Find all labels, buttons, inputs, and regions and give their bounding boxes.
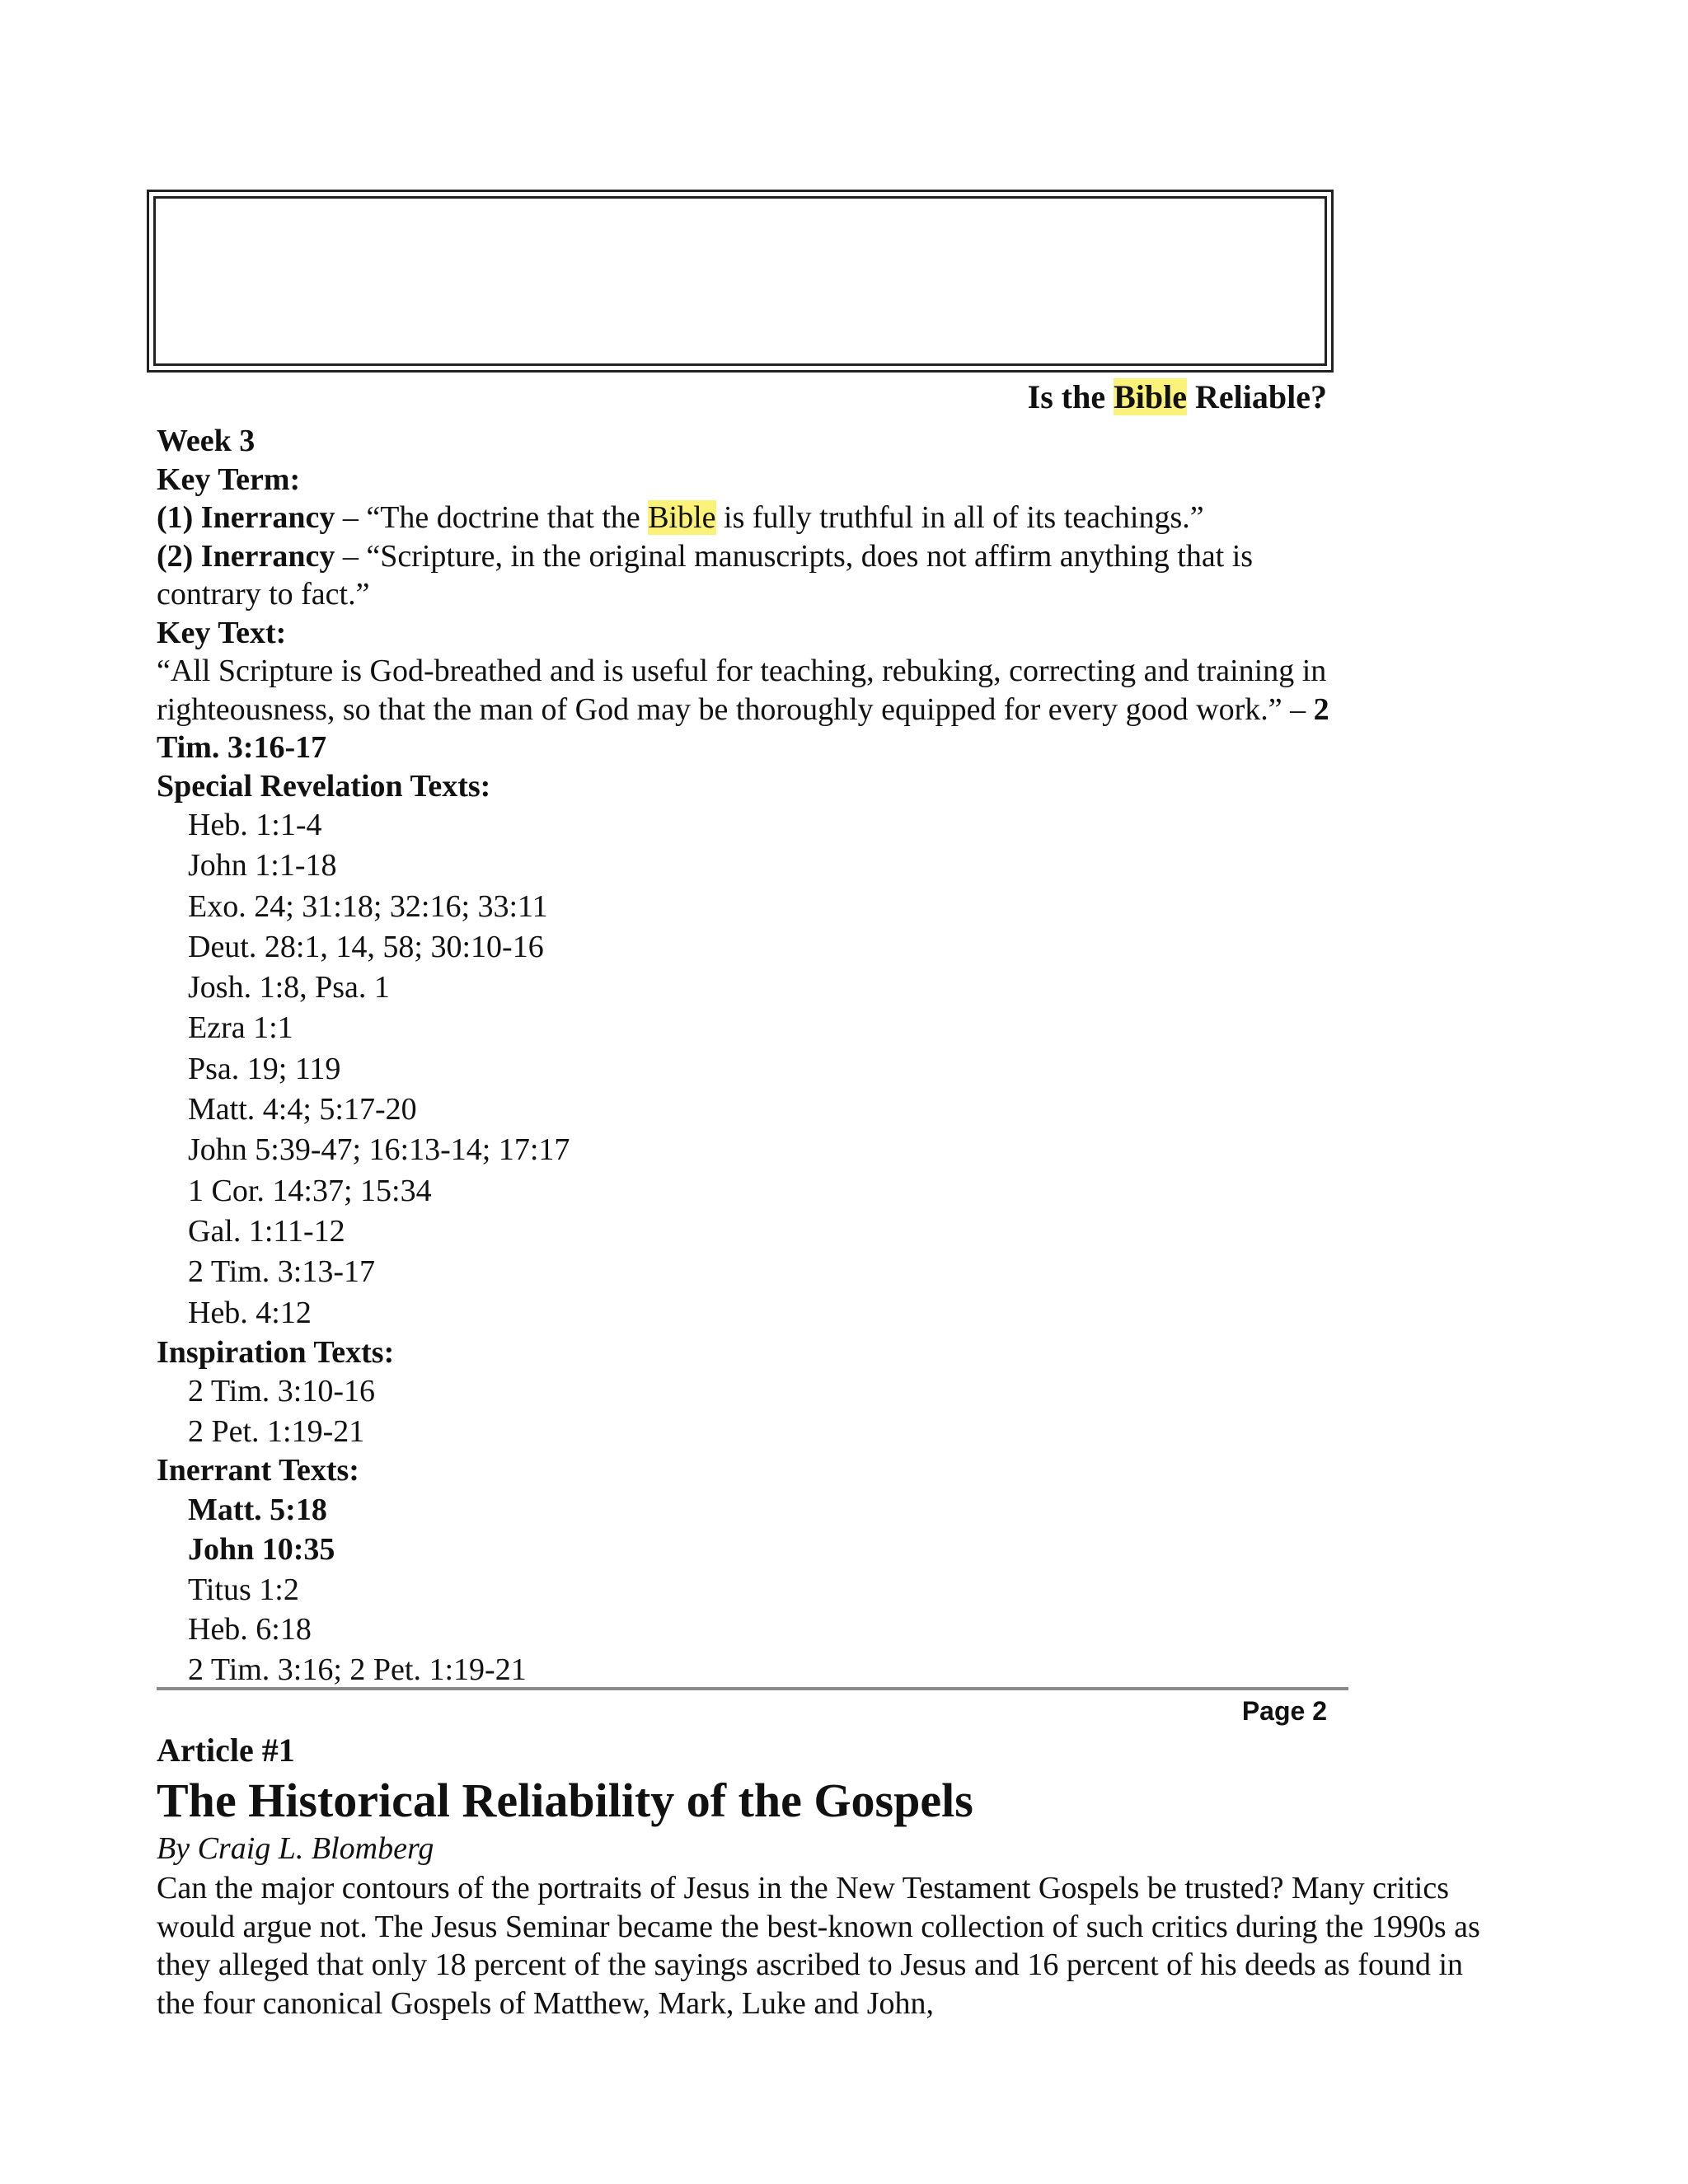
reference-item: Ezra 1:1 [188,1010,293,1046]
definition-1-text-before: – “The doctrine that the [335,500,649,535]
key-term-definition-2 [157,537,1360,614]
page-title-after: Reliable? [1187,378,1327,415]
reference-item: Heb. 4:12 [188,1295,312,1330]
special-revelation-list [157,805,1360,1333]
reference-item: 2 Tim. 3:10-16 [188,1374,376,1409]
definition-2-label: (2) Inerrancy [157,538,335,574]
definition-1-text-after: is fully truthful in all of its teachings.” [715,500,1204,535]
reference-item: 2 Tim. 3:16; 2 Pet. 1:19-21 [188,1652,527,1687]
definition-1-label: (1) Inerrancy [157,500,335,535]
reference-item: Matt. 4:4; 5:17-20 [188,1092,417,1127]
reference-item: 2 Tim. 3:13-17 [188,1254,376,1290]
reference-item-bold: John 10:35 [188,1532,335,1568]
reference-item-bold: Matt. 5:18 [188,1492,327,1527]
inerrant-heading: Inerrant Texts: [157,1453,359,1488]
definition-2-text: – “Scripture, in the original manuscripts, does not affirm anything that is contrary to fact.” [157,538,1254,612]
article-byline: By Craig L. Blomberg [157,1831,434,1866]
page-title-before: Is the [1027,378,1114,415]
reference-item: Exo. 24; 31:18; 32:16; 33:11 [188,888,548,924]
article-title: The Historical Reliability of the Gospels [157,1774,973,1827]
header-box [147,190,1334,373]
page-number: Page 2 [1241,1696,1327,1726]
reference-item: Josh. 1:8, Psa. 1 [188,970,390,1005]
inspiration-list [157,1371,1360,1451]
page-divider [157,1687,1348,1690]
reference-item: Gal. 1:11-12 [188,1213,345,1249]
reference-item: Heb. 1:1-4 [188,808,322,842]
reference-item: 2 Pet. 1:19-21 [188,1413,365,1449]
reference-item: Heb. 6:18 [188,1612,312,1647]
header-box-inner-border [153,196,1327,366]
key-text-reference: 2 Tim. 3:16-17 [157,691,1329,765]
reference-item: Deut. 28:1, 14, 58; 30:10-16 [188,929,544,964]
inerrant-list [157,1490,1360,1690]
reference-item: Psa. 19; 119 [188,1051,341,1086]
key-text-quote-body: “All Scripture is God-breathed and is useful for teaching, rebuking, correcting and training in righteousness, so that the man of God may be thoroughly equipped for every good work.” – [157,654,1327,727]
reference-item: John 5:39-47; 16:13-14; 17:17 [188,1132,570,1168]
article-label: Article #1 [157,1732,295,1769]
key-text-quote [157,652,1360,767]
reference-item: John 1:1-18 [188,848,337,883]
reference-item: Titus 1:2 [188,1572,299,1607]
week-label: Week 3 [157,424,256,458]
reference-item: 1 Cor. 14:37; 15:34 [188,1173,432,1208]
definition-1-highlight: Bible [648,500,716,535]
page-title [1028,377,1327,416]
page-title-highlight: Bible [1114,378,1188,415]
inspiration-heading: Inspiration Texts: [157,1334,395,1370]
key-term-definition-1 [157,499,1360,537]
special-revelation-heading: Special Revelation Texts: [157,768,491,804]
article-section [157,1731,1492,2022]
key-text-heading: Key Text: [157,615,287,650]
key-term-heading: Key Term: [157,462,301,497]
article-body: Can the major contours of the portraits of Jesus in the New Testament Gospels be trusted? Many critics would argue not. The Jesus Seminar became the best-known collection of such critics during the 1990s as they alleged that only 18 percent of the sayings ascribed to Jesus and 16 percent of his deeds as found in the four canonical Gospels of Matthew, Mark, Luke and John, [157,1871,1480,2021]
study-notes [157,422,1360,1690]
